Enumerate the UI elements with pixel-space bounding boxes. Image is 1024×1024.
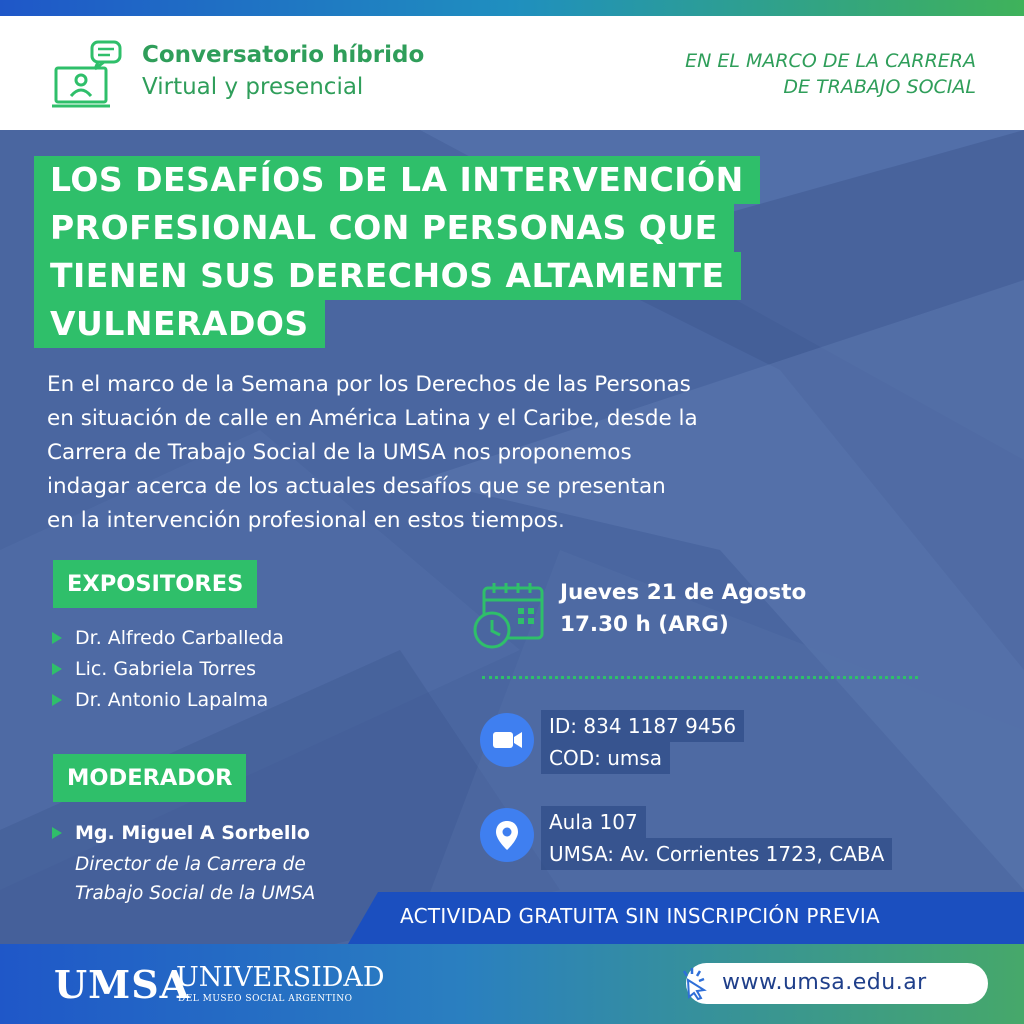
- context-line-1: EN EL MARCO DE LA CARRERA: [685, 50, 976, 72]
- venue-details: [541, 806, 892, 870]
- umsa-logo-subtitle: DEL MUSEO SOCIAL ARGENTINO: [178, 994, 353, 1004]
- list-item: [52, 684, 284, 715]
- zoom-id: ID: 834 1187 9456: [541, 710, 744, 742]
- umsa-logo-wordmark: UNIVERSIDAD: [176, 962, 385, 993]
- zoom-code: COD: umsa: [541, 742, 670, 774]
- moderator-role: [75, 850, 315, 908]
- bullet-triangle-icon: [52, 827, 62, 839]
- cursor-click-icon: [672, 962, 714, 1002]
- venue-address: UMSA: Av. Corrientes 1723, CABA: [541, 838, 892, 870]
- event-format-title: Conversatorio híbrido: [142, 42, 425, 68]
- speaker-name: Dr. Antonio Lapalma: [75, 688, 269, 711]
- laptop-chat-icon: [50, 38, 124, 118]
- intro-line-1: En el marco de la Semana por los Derechos de las Personas: [47, 372, 691, 397]
- bullet-triangle-icon: [52, 663, 62, 675]
- free-activity-text: ACTIVIDAD GRATUITA SIN INSCRIPCIÓN PREVIA: [400, 904, 881, 928]
- intro-line-5: en la intervención profesional en estos tiempos.: [47, 508, 565, 533]
- moderator-role-line-2: Trabajo Social de la UMSA: [75, 883, 316, 904]
- website-url[interactable]: www.umsa.edu.ar: [722, 970, 927, 995]
- umsa-logo: UMSA: [54, 962, 191, 1007]
- title-line-3: TIENEN SUS DERECHOS ALTAMENTE: [34, 252, 741, 300]
- main-title: [34, 156, 760, 348]
- moderator-name-row: [52, 822, 310, 844]
- intro-line-3: Carrera de Trabajo Social de la UMSA nos proponemos: [47, 440, 632, 465]
- speaker-name: Dr. Alfredo Carballeda: [75, 626, 284, 649]
- title-line-2: PROFESIONAL CON PERSONAS QUE: [34, 204, 734, 252]
- context-note: [685, 48, 976, 100]
- moderator-label: MODERADOR: [53, 754, 246, 802]
- bullet-triangle-icon: [52, 632, 62, 644]
- event-time: 17.30 h (ARG): [560, 612, 729, 637]
- zoom-details: [541, 710, 744, 774]
- moderator-name: Mg. Miguel A Sorbello: [75, 822, 310, 844]
- top-gradient-strip: [0, 0, 1024, 16]
- dotted-divider: [482, 676, 918, 679]
- speakers-label: EXPOSITORES: [53, 560, 257, 608]
- location-pin-icon: [480, 808, 534, 862]
- event-date: Jueves 21 de Agosto: [560, 580, 807, 605]
- list-item: [52, 622, 284, 653]
- video-camera-icon: [480, 713, 534, 767]
- intro-paragraph: [47, 368, 827, 538]
- bullet-triangle-icon: [52, 694, 62, 706]
- title-line-4: VULNERADOS: [34, 300, 325, 348]
- moderator-role-line-1: Director de la Carrera de: [75, 854, 306, 875]
- title-line-1: LOS DESAFÍOS DE LA INTERVENCIÓN: [34, 156, 760, 204]
- list-item: [52, 653, 284, 684]
- context-line-2: DE TRABAJO SOCIAL: [783, 76, 976, 98]
- speaker-name: Lic. Gabriela Torres: [75, 657, 257, 680]
- intro-line-2: en situación de calle en América Latina y el Caribe, desde la: [47, 406, 698, 431]
- calendar-clock-icon: [470, 580, 550, 652]
- venue-room: Aula 107: [541, 806, 646, 838]
- header: [0, 16, 1024, 130]
- event-format-subtitle: Virtual y presencial: [142, 74, 364, 100]
- event-datetime: [560, 577, 806, 641]
- intro-line-4: indagar acerca de los actuales desafíos que se presentan: [47, 474, 666, 499]
- speakers-list: [52, 622, 284, 715]
